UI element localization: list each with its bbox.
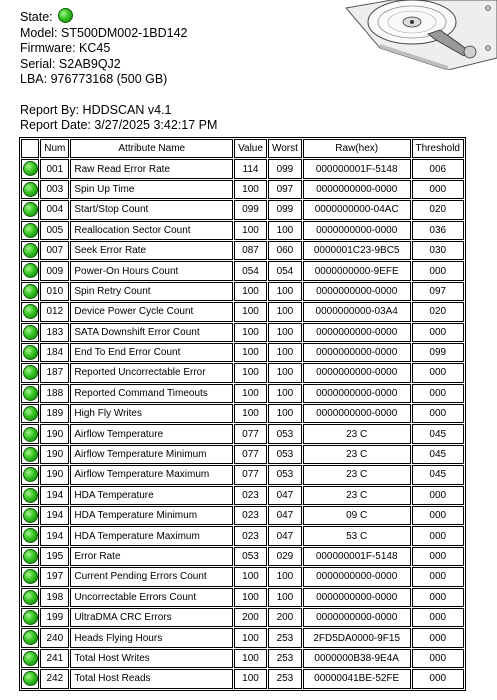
attribute-raw-hex: 0000000000-0000 (303, 567, 411, 586)
green-status-dot-icon (23, 671, 38, 686)
attribute-raw-hex: 0000000000-03A4 (303, 302, 411, 321)
attribute-name: Airflow Temperature Maximum (70, 465, 233, 484)
attribute-worst: 099 (268, 200, 302, 219)
status-cell (21, 526, 39, 545)
table-row (21, 261, 464, 280)
attribute-value: 100 (234, 649, 267, 668)
attribute-num: 010 (40, 282, 69, 301)
green-status-dot-icon (23, 427, 38, 442)
attribute-worst: 200 (268, 608, 302, 627)
green-status-dot-icon (23, 528, 38, 543)
attribute-threshold: 000 (412, 628, 464, 647)
attribute-threshold: 030 (412, 241, 464, 260)
attribute-num: 012 (40, 302, 69, 321)
green-status-dot-icon (58, 8, 73, 23)
attribute-value: 077 (234, 445, 267, 464)
attribute-threshold: 000 (412, 323, 464, 342)
attribute-raw-hex: 0000000000-0000 (303, 221, 411, 240)
attribute-name: End To End Error Count (70, 343, 233, 362)
attribute-name: High Fly Writes (70, 404, 233, 423)
attribute-value: 100 (234, 343, 267, 362)
attribute-worst: 053 (268, 465, 302, 484)
table-row (21, 567, 464, 586)
state-row (20, 8, 217, 26)
status-cell (21, 567, 39, 586)
firmware-label: Firmware: (20, 41, 76, 55)
attribute-name: SATA Downshift Error Count (70, 323, 233, 342)
attribute-num: 195 (40, 547, 69, 566)
table-row (21, 363, 464, 382)
status-cell (21, 506, 39, 525)
report-by-label: Report By: (20, 102, 80, 117)
attribute-value: 023 (234, 486, 267, 505)
attribute-threshold: 000 (412, 486, 464, 505)
report-by-row (20, 103, 217, 119)
table-row (21, 180, 464, 199)
green-status-dot-icon (23, 182, 38, 197)
attribute-threshold: 000 (412, 608, 464, 627)
attribute-num: 004 (40, 200, 69, 219)
attribute-name: UltraDMA CRC Errors (70, 608, 233, 627)
attribute-name: Reported Uncorrectable Error (70, 363, 233, 382)
attribute-raw-hex: 23 C (303, 445, 411, 464)
attribute-num: 007 (40, 241, 69, 260)
attribute-value: 100 (234, 363, 267, 382)
table-row (21, 526, 464, 545)
attribute-threshold: 036 (412, 221, 464, 240)
attribute-worst: 253 (268, 669, 302, 688)
attribute-threshold: 000 (412, 363, 464, 382)
attribute-raw-hex: 0000000000-0000 (303, 180, 411, 199)
status-cell (21, 669, 39, 688)
attribute-num: 190 (40, 424, 69, 443)
green-status-dot-icon (23, 590, 38, 605)
table-row (21, 669, 464, 688)
attribute-threshold: 000 (412, 669, 464, 688)
green-status-dot-icon (23, 304, 38, 319)
green-status-dot-icon (23, 630, 38, 645)
serial-row (20, 57, 217, 73)
status-cell (21, 221, 39, 240)
column-header-threshold: Threshold (412, 139, 464, 158)
attribute-name: Device Power Cycle Count (70, 302, 233, 321)
table-row (21, 343, 464, 362)
attribute-threshold: 000 (412, 180, 464, 199)
attribute-worst: 100 (268, 343, 302, 362)
model-label: Model: (20, 25, 58, 40)
attribute-raw-hex: 0000000000-0000 (303, 404, 411, 423)
attribute-worst: 053 (268, 445, 302, 464)
attribute-num: 198 (40, 588, 69, 607)
attribute-worst: 253 (268, 649, 302, 668)
green-status-dot-icon (23, 202, 38, 217)
table-row (21, 200, 464, 219)
status-cell (21, 547, 39, 566)
attribute-name: HDA Temperature Minimum (70, 506, 233, 525)
attribute-value: 100 (234, 669, 267, 688)
attribute-worst: 047 (268, 526, 302, 545)
attribute-worst: 100 (268, 302, 302, 321)
green-status-dot-icon (23, 508, 38, 523)
table-row (21, 159, 464, 178)
attribute-worst: 253 (268, 628, 302, 647)
model-row (20, 26, 217, 42)
attribute-threshold: 045 (412, 424, 464, 443)
attribute-num: 009 (40, 261, 69, 280)
green-status-dot-icon (23, 243, 38, 258)
attribute-value: 053 (234, 547, 267, 566)
attribute-value: 099 (234, 200, 267, 219)
attribute-num: 188 (40, 384, 69, 403)
attribute-value: 100 (234, 221, 267, 240)
status-cell (21, 486, 39, 505)
firmware-row (20, 41, 217, 57)
attribute-raw-hex: 23 C (303, 486, 411, 505)
table-row (21, 486, 464, 505)
report-by-value: HDDSCAN v4.1 (82, 102, 172, 117)
attribute-threshold: 045 (412, 465, 464, 484)
attribute-threshold: 000 (412, 547, 464, 566)
attribute-raw-hex: 0000000B38-9E4A (303, 649, 411, 668)
status-cell (21, 384, 39, 403)
attribute-threshold: 000 (412, 384, 464, 403)
attribute-num: 190 (40, 465, 69, 484)
attribute-worst: 100 (268, 363, 302, 382)
attribute-threshold: 000 (412, 649, 464, 668)
table-row (21, 649, 464, 668)
green-status-dot-icon (23, 365, 38, 380)
attribute-num: 194 (40, 526, 69, 545)
attribute-num: 194 (40, 486, 69, 505)
attribute-worst: 047 (268, 506, 302, 525)
attribute-raw-hex: 23 C (303, 424, 411, 443)
attribute-value: 100 (234, 384, 267, 403)
hard-drive-icon (340, 0, 497, 70)
status-cell (21, 465, 39, 484)
attribute-raw-hex: 0000000000-0000 (303, 323, 411, 342)
status-cell (21, 282, 39, 301)
attribute-value: 054 (234, 261, 267, 280)
column-header-raw-hex: Raw(hex) (303, 139, 411, 158)
model-value: ST500DM002-1BD142 (61, 25, 188, 40)
attribute-threshold: 000 (412, 506, 464, 525)
table-row (21, 506, 464, 525)
green-status-dot-icon (23, 263, 38, 278)
attribute-name: Spin Up Time (70, 180, 233, 199)
attribute-value: 100 (234, 404, 267, 423)
attribute-name: Heads Flying Hours (70, 628, 233, 647)
attribute-name: Reported Command Timeouts (70, 384, 233, 403)
status-cell (21, 628, 39, 647)
table-body (21, 159, 464, 688)
green-status-dot-icon (23, 610, 38, 625)
green-status-dot-icon (23, 406, 38, 421)
status-cell (21, 343, 39, 362)
green-status-dot-icon (23, 651, 38, 666)
attribute-value: 100 (234, 567, 267, 586)
attribute-value: 100 (234, 588, 267, 607)
attribute-name: Airflow Temperature Minimum (70, 445, 233, 464)
attribute-worst: 054 (268, 261, 302, 280)
attribute-worst: 097 (268, 180, 302, 199)
attribute-raw-hex: 0000000000-9EFE (303, 261, 411, 280)
column-header-attribute-name: Attribute Name (70, 139, 233, 158)
attribute-value: 200 (234, 608, 267, 627)
attribute-name: Uncorrectable Errors Count (70, 588, 233, 607)
attribute-value: 114 (234, 159, 267, 178)
attribute-threshold: 000 (412, 404, 464, 423)
attribute-raw-hex: 09 C (303, 506, 411, 525)
column-header-num: Num (40, 139, 69, 158)
green-status-dot-icon (23, 549, 38, 564)
attribute-raw-hex: 0000000000-0000 (303, 282, 411, 301)
attribute-name: Seek Error Rate (70, 241, 233, 260)
attribute-value: 100 (234, 282, 267, 301)
attribute-raw-hex: 0000001C23-9BC5 (303, 241, 411, 260)
attribute-num: 183 (40, 323, 69, 342)
serial-label: Serial: (20, 56, 56, 71)
attribute-raw-hex: 000000001F-5148 (303, 547, 411, 566)
attribute-num: 184 (40, 343, 69, 362)
attribute-raw-hex: 0000000000-0000 (303, 384, 411, 403)
report-date-row (20, 118, 217, 134)
green-status-dot-icon (23, 488, 38, 503)
table-row (21, 445, 464, 464)
attribute-num: 240 (40, 628, 69, 647)
table-row (21, 628, 464, 647)
status-cell (21, 302, 39, 321)
attribute-raw-hex: 0000000000-0000 (303, 363, 411, 382)
attribute-num: 197 (40, 567, 69, 586)
attribute-value: 087 (234, 241, 267, 260)
attribute-threshold: 006 (412, 159, 464, 178)
attribute-worst: 100 (268, 282, 302, 301)
green-status-dot-icon (23, 161, 38, 176)
attribute-raw-hex: 0000000000-0000 (303, 343, 411, 362)
table-row (21, 241, 464, 260)
attribute-worst: 053 (268, 424, 302, 443)
table-row (21, 323, 464, 342)
status-cell (21, 445, 39, 464)
attribute-num: 187 (40, 363, 69, 382)
attribute-value: 077 (234, 465, 267, 484)
table-row (21, 302, 464, 321)
status-cell (21, 200, 39, 219)
attribute-worst: 100 (268, 221, 302, 240)
table-row (21, 221, 464, 240)
column-header-worst: Worst (268, 139, 302, 158)
table-header-row (21, 139, 464, 158)
attribute-name: Total Host Writes (70, 649, 233, 668)
firmware-value: KC45 (79, 41, 111, 55)
attribute-value: 023 (234, 526, 267, 545)
attribute-num: 003 (40, 180, 69, 199)
smart-attributes-table (19, 137, 466, 685)
attribute-num: 190 (40, 445, 69, 464)
green-status-dot-icon (23, 569, 38, 584)
status-cell (21, 608, 39, 627)
attribute-threshold: 045 (412, 445, 464, 464)
attribute-name: Raw Read Error Rate (70, 159, 233, 178)
attribute-worst: 100 (268, 588, 302, 607)
attribute-raw-hex: 53 C (303, 526, 411, 545)
attribute-value: 100 (234, 323, 267, 342)
attribute-threshold: 000 (412, 567, 464, 586)
status-cell (21, 649, 39, 668)
attribute-value: 100 (234, 302, 267, 321)
status-cell (21, 159, 39, 178)
lba-row (20, 72, 217, 88)
lba-value: 976773168 (500 GB) (50, 72, 168, 86)
attribute-worst: 100 (268, 323, 302, 342)
attribute-num: 189 (40, 404, 69, 423)
attribute-name: Current Pending Errors Count (70, 567, 233, 586)
attribute-value: 023 (234, 506, 267, 525)
status-cell (21, 424, 39, 443)
table-row (21, 282, 464, 301)
table-row (21, 608, 464, 627)
attribute-num: 001 (40, 159, 69, 178)
table-row (21, 424, 464, 443)
table-row (21, 465, 464, 484)
attribute-raw-hex: 23 C (303, 465, 411, 484)
attribute-threshold: 020 (412, 200, 464, 219)
attribute-value: 100 (234, 180, 267, 199)
attribute-raw-hex: 00000041BE-52FE (303, 669, 411, 688)
attribute-name: Error Rate (70, 547, 233, 566)
attribute-raw-hex: 2FD5DA0000-9F15 (303, 628, 411, 647)
status-cell (21, 261, 39, 280)
status-cell (21, 588, 39, 607)
attribute-worst: 060 (268, 241, 302, 260)
attribute-raw-hex: 0000000000-04AC (303, 200, 411, 219)
attribute-num: 194 (40, 506, 69, 525)
attribute-threshold: 000 (412, 261, 464, 280)
attribute-name: Power-On Hours Count (70, 261, 233, 280)
lba-label: LBA: (20, 72, 48, 86)
attribute-name: Airflow Temperature (70, 424, 233, 443)
attribute-name: HDA Temperature Maximum (70, 526, 233, 545)
status-cell (21, 241, 39, 260)
attribute-name: Reallocation Sector Count (70, 221, 233, 240)
green-status-dot-icon (23, 386, 38, 401)
drive-info-panel (20, 8, 217, 134)
attribute-raw-hex: 0000000000-0000 (303, 588, 411, 607)
attribute-name: Total Host Reads (70, 669, 233, 688)
attribute-name: Spin Retry Count (70, 282, 233, 301)
table-row (21, 547, 464, 566)
green-status-dot-icon (23, 345, 38, 360)
attribute-worst: 099 (268, 159, 302, 178)
attribute-raw-hex: 000000001F-5148 (303, 159, 411, 178)
attribute-raw-hex: 0000000000-0000 (303, 608, 411, 627)
attribute-num: 005 (40, 221, 69, 240)
status-cell (21, 323, 39, 342)
attribute-num: 242 (40, 669, 69, 688)
attribute-worst: 100 (268, 404, 302, 423)
green-status-dot-icon (23, 325, 38, 340)
attribute-threshold: 097 (412, 282, 464, 301)
attribute-value: 100 (234, 628, 267, 647)
report-date-value: 3/27/2025 3:42:17 PM (94, 118, 218, 132)
attribute-num: 199 (40, 608, 69, 627)
green-status-dot-icon (23, 223, 38, 238)
attribute-worst: 047 (268, 486, 302, 505)
attribute-threshold: 099 (412, 343, 464, 362)
attribute-num: 241 (40, 649, 69, 668)
status-cell (21, 404, 39, 423)
status-cell (21, 180, 39, 199)
attribute-worst: 029 (268, 547, 302, 566)
attribute-threshold: 000 (412, 526, 464, 545)
attribute-name: Start/Stop Count (70, 200, 233, 219)
green-status-dot-icon (23, 284, 38, 299)
report-date-label: Report Date: (20, 118, 91, 132)
serial-value: S2AB9QJ2 (58, 56, 121, 71)
state-label: State: (20, 10, 53, 24)
status-cell (21, 363, 39, 382)
column-header-status (21, 139, 39, 158)
table-row (21, 404, 464, 423)
attribute-threshold: 000 (412, 588, 464, 607)
table-row (21, 588, 464, 607)
column-header-value: Value (234, 139, 267, 158)
green-status-dot-icon (23, 467, 38, 482)
attribute-value: 077 (234, 424, 267, 443)
attribute-worst: 100 (268, 567, 302, 586)
attribute-threshold: 020 (412, 302, 464, 321)
attribute-name: HDA Temperature (70, 486, 233, 505)
table-row (21, 384, 464, 403)
green-status-dot-icon (23, 447, 38, 462)
attribute-worst: 100 (268, 384, 302, 403)
